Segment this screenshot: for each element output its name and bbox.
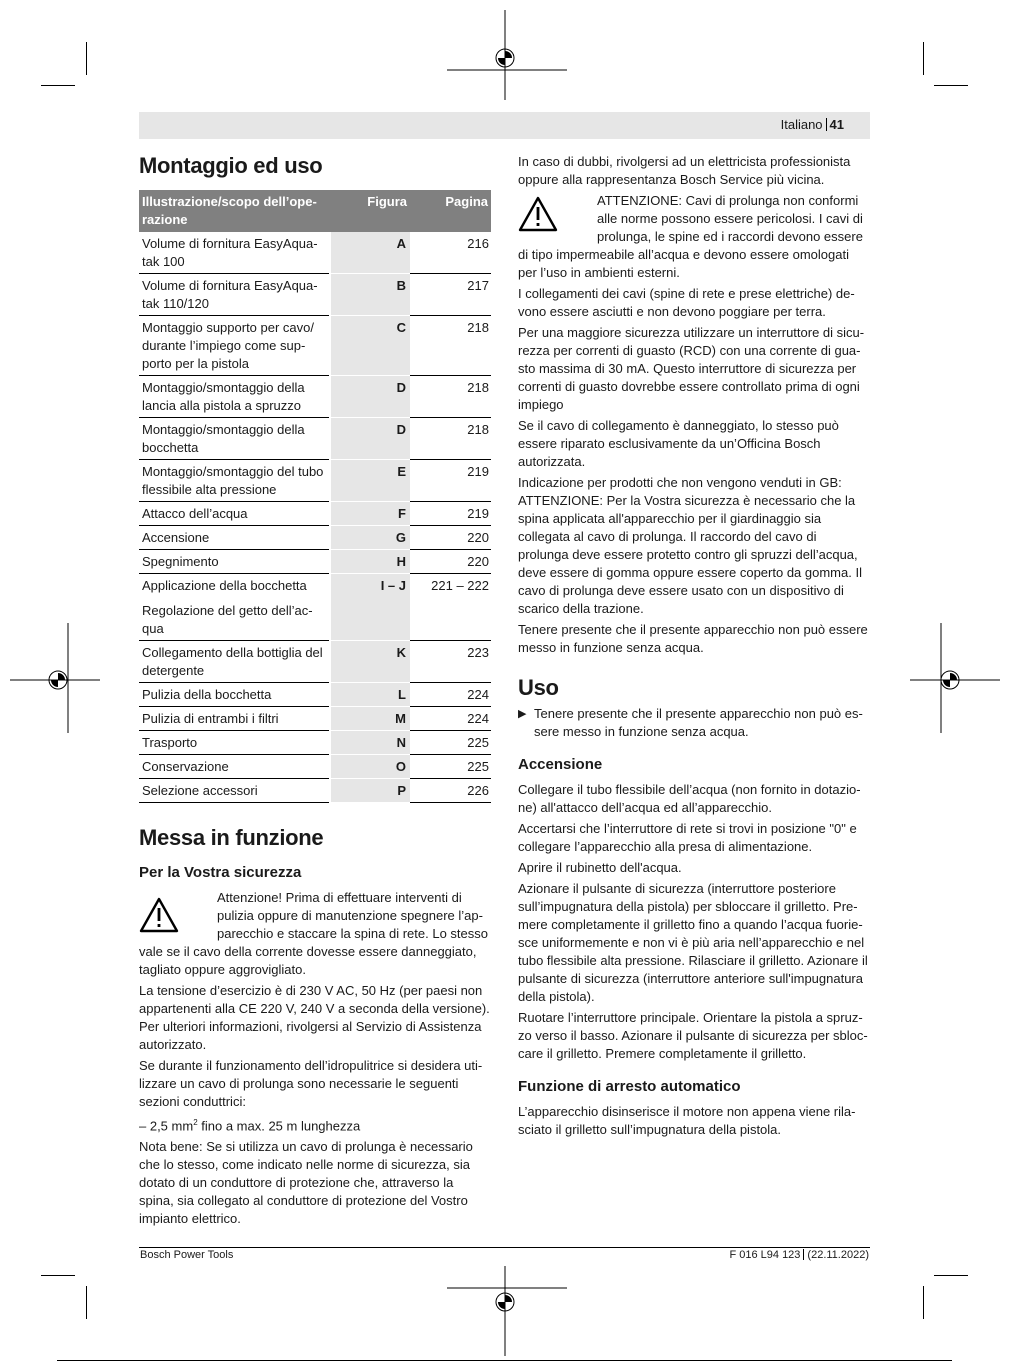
section-title-messa-in-funzione: Messa in funzione [139,825,324,850]
paragraph: Se il cavo di collegamento è danneggiato, lo stesso può essere riparato esclusivamente da un’Officina Bosch autorizzata. [518,418,839,469]
section-title-montaggio: Montaggio ed uso [139,153,323,178]
table-row: Attacco dell’acqua F 219 [139,502,491,526]
footer-date: (22.11.2022) [807,1249,869,1261]
subsection-title-sicurezza: Per la Vostra sicurezza [139,864,302,881]
table-header-row [139,190,491,232]
footer-doc-info [729,1249,869,1261]
crop-mark [86,42,87,75]
warning-icon [518,196,558,232]
table-row: Trasporto N 225 [139,731,491,755]
registration-mark-icon [10,623,100,733]
table-row: Selezione accessori P 226 [139,779,491,803]
paragraph: Accertarsi che l’interruttore di rete si trovi in posizione "0" e collegare l’apparecchio alla presa di alimentazione. [518,821,857,854]
right-column [518,153,870,1142]
column-header-page: Pagina [410,190,491,232]
crop-mark [934,1275,968,1276]
left-column [139,153,491,1231]
table-row: Conservazione O 225 [139,755,491,779]
bullet-arrow-icon: ▶ [518,708,527,720]
footer-divider [139,1247,870,1248]
crop-mark [923,1286,924,1319]
crop-mark [923,42,924,75]
table-row: Volume di fornitura EasyAquatak 110/120 B 217 [139,274,491,316]
crop-mark [41,85,75,86]
paragraph: Aprire il rubinetto dell'acqua. [518,860,682,875]
footer-doc-number: F 016 L94 123 [729,1249,801,1261]
list-item: – 2,5 $mm^2$ fino a max. 25 m lunghezza [139,1118,361,1134]
table-row: Spegnimento H 220 [139,550,491,574]
header-language: Italiano [780,117,823,132]
subsection-title-arresto: Funzione di arresto automatico [518,1078,741,1095]
table-row: Montaggio supporto per cavo/ durante l’impiego come supporto per la pistola C 218 [139,316,491,376]
warning-block [518,192,870,282]
warning-icon [139,897,179,933]
paragraph: Azionare il pulsante di sicurezza (interruttore posteriore sull’impugnatura della pistola) per sbloccare il grilletto. Premere completamente il grilletto fino a quando l’acqua fuoriesce uniformemente e non vi è più aria nell’apparecchio e nel tubo flessibile alta pressione. Rilasciare il grilletto. Azionare il pulsante di sicurezza (interruttore anteriore sull'impugnatura della pistola). [518,881,868,1004]
table-row: Regolazione del getto dell’acqua [139,599,491,641]
registration-mark-icon [910,623,1000,733]
table-row: Volume di fornitura EasyAquatak 100 A 216 [139,232,491,274]
paragraph: L’apparecchio disinserisce il motore non appena viene rilasciato il grilletto sull’impugnatura della pistola. [518,1104,856,1137]
paragraph: Collegare il tubo flessibile dell’acqua (non fornito in dotazione) all'attacco dell’acqua ed all’apparecchio. [518,782,861,815]
table-row: Montaggio/smontaggio della bocchetta D 218 [139,418,491,460]
page-header [139,112,870,139]
paragraph: Indicazione per prodotti che non vengono venduti in GB: ATTENZIONE: Per la Vostra sicurezza è necessario che la spina applicata all'apparecchio per il giardinaggio sia collegata al cavo di prolunga. Il raccordo del cavo di prolunga deve essere protetto contro gli spruzzi dell’acqua, deve essere di gomma oppure essere coperto da gomma. Il cavo di prolunga deve essere usato con un dispositivo di scarico della trazione. [518,475,862,616]
paragraph: La tensione d’esercizio è di 230 V AC, 50 Hz (per paesi non appartenenti alla CE 220 V, 240 V a seconda della versione). Per ulteriori informazioni, rivolgersi al Servizio di Assistenza autorizzato. [139,983,490,1052]
table-row: Montaggio/smontaggio del tubo flessibile alta pressione E 219 [139,460,491,502]
paragraph: In caso di dubbi, rivolgersi ad un elettricista professionista oppure alla rappresentanza Bosch Service più vicina. [518,154,851,187]
paragraph: Se durante il funzionamento dell’idropulitrice si desidera utilizzare un cavo di prolunga sono necessarie le seguenti sezioni conduttrici: [139,1058,483,1109]
operations-table [139,190,491,803]
registration-mark-icon [447,1266,567,1356]
warning-text: Attenzione! Prima di effettuare interventi di pulizia oppure di manutenzione spegnere l’apparecchio e staccare la spina di rete. Lo stesso vale se il cavo della corrente dovesse essere danneggiato, tagliato oppure aggrovigliato. [139,890,488,977]
subsection-title-accensione: Accensione [518,756,603,773]
table-row: Accensione G 220 [139,526,491,550]
warning-block [139,889,491,979]
column-header-desc: Illustrazione/scopo dell’operazione [139,190,330,232]
paragraph: Ruotare l’interruttore principale. Orientare la pistola a spruzzo verso il basso. Azionare il pulsante di sicurezza per sbloccare il grilletto. Premere completamente il grilletto. [518,1010,868,1061]
registration-mark-icon [447,10,567,110]
footer-brand: Bosch Power Tools [140,1249,234,1261]
page-number: 41 [829,117,844,132]
crop-mark [86,1286,87,1319]
paragraph: Nota bene: Se si utilizza un cavo di prolunga è necessario che lo stesso, come indicato nelle norme di sicurezza, sia dotato di un conduttore di protezione che, attraverso la spina, sia collegato al conduttore di protezione del Vostro impianto elettrico. [139,1139,473,1227]
warning-text: ATTENZIONE: Cavi di prolunga non conformi alle norme possono essere pericolosi. I cavi di prolunga, le spine ed i raccordi devono essere di tipo impermeabile all’acqua e devono essere omologati per l’uso in ambienti esterni. [518,193,863,280]
table-row: Pulizia di entrambi i filtri M 224 [139,707,491,731]
paragraph: I collegamenti dei cavi (spine di rete e prese elettriche) devono essere asciutti e non devono poggiare per terra. [518,286,855,319]
section-title-uso: Uso [518,675,559,700]
table-row: Applicazione della bocchetta I – J 221 – 222 [139,574,491,600]
table-row: Montaggio/smontaggio della lancia alla pistola a spruzzo D 218 [139,376,491,418]
paragraph: Per una maggiore sicurezza utilizzare un interruttore di sicurezza per correnti di guasto (RCD) con una corrente di guasto massima di 30 mA. Questo interruttore di sicurezza per correnti di guasto dovrebbe essere controllato prima di ogni impiego [518,325,865,412]
column-header-figure: Figura [330,190,410,232]
crop-mark [41,1275,75,1276]
crop-mark [934,85,968,86]
table-row: Collegamento della bottiglia del detergente K 223 [139,641,491,683]
bullet-item: ▶ Tenere presente che il presente apparecchio non può essere messo in funzione senza acqua. [518,706,863,739]
paragraph: Tenere presente che il presente apparecchio non può essere messo in funzione senza acqua. [518,622,868,655]
table-row: Pulizia della bocchetta L 224 [139,683,491,707]
